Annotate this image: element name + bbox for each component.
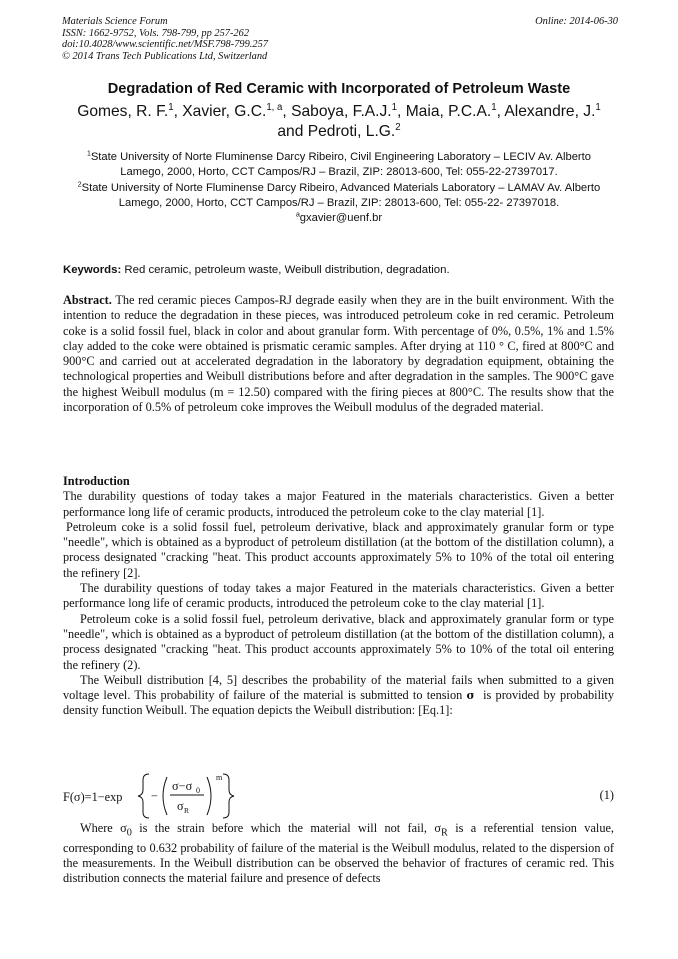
issn-line: ISSN: 1662-9752, Vols. 798-799, pp 257-262 [62, 27, 250, 39]
minus-sign: − [151, 789, 158, 803]
email-marker: a [295, 211, 300, 219]
doi-line: doi:10.4028/www.scientific.net/MSF.798-799.257 [62, 39, 268, 51]
paragraph [63, 821, 614, 887]
author-name: Pedroti, L.G. [307, 123, 396, 140]
author-name: Xavier, G.C. [182, 103, 267, 120]
fraction-denominator: σ [177, 799, 184, 813]
paragraph: Petroleum coke is a solid fossil fuel, petroleum derivative, black and approximately granular form or type "needle", which is obtained as a byproduct of petroleum distillation (at the bottom of the distillation column), a process designated "cracking "heat. This product accounts approximately 5% to 10% of the total oil entering the refinery [2]. [63, 519, 614, 580]
fraction-numerator: σ−σ [172, 779, 193, 793]
affiliation-text: State University of Norte Fluminense Darcy Ribeiro, Advanced Materials Laboratory – LAMAV Av. Alberto Lamego, 2000, Horto, CCT Campos/RJ – Brazil, ZIP: 28013-600, Tel: 055-22- 27397018. [81, 181, 601, 209]
keywords-label: Keywords: [63, 264, 122, 276]
affiliation-1 [70, 150, 608, 181]
right-paren [207, 777, 211, 815]
equation-lhs: F(σ)=1−exp [63, 790, 123, 804]
exponent: m [216, 773, 223, 782]
section-heading: Introduction [63, 474, 130, 488]
journal-name: Materials Science Forum [62, 16, 168, 27]
numerator-subscript: 0 [196, 786, 200, 795]
author-superscript: 1 [391, 101, 398, 113]
author-superscript: 1 [491, 101, 497, 113]
author-name: Alexandre, J. [504, 103, 596, 120]
copyright-line: © 2014 Trans Tech Publications Ltd, Switzerland [62, 50, 268, 62]
corresponding-email [70, 211, 608, 226]
subscript: 0 [126, 827, 132, 839]
paragraph-text: Where σ [80, 821, 127, 835]
abstract [63, 293, 614, 415]
paragraph: The durability questions of today takes a major Featured in the materials characteristics. Given a better performance long life of ceramic products, introduced the petroleum coke to the clay material [1]. [63, 581, 614, 611]
abstract-label: Abstract. [63, 293, 112, 307]
paragraph-text: is the strain before which the material will not fail, σ [139, 821, 441, 835]
affiliations [70, 150, 608, 226]
paragraph: The durability questions of today takes a major Featured in the materials characteristics. Given a better performance long life of ceramic products, introduced the petroleum coke to the clay material [1]. [63, 489, 614, 519]
author-name: Maia, P.C.A. [405, 103, 492, 120]
author-superscript: 1 [168, 101, 174, 113]
affiliation-marker: 2 [77, 180, 82, 188]
denominator-subscript: R [184, 806, 190, 815]
keywords [63, 263, 619, 278]
paper-title: Degradation of Red Ceramic with Incorporated of Petroleum Waste [107, 81, 571, 97]
author-list: Gomes, R. F.$^1$, Xavier, G.C.$^{1, a}$, Saboya, F.A.J.$^1$, Maia, P.C.A.$^1$, Alexandre, J.$^1$ and Pedroti, L.G.$^2$ [77, 101, 601, 140]
introduction-section [63, 474, 614, 719]
left-paren [163, 777, 167, 815]
paragraph-text: The Weibull distribution [4, 5] describes the probability of the material fails when submitted to a given voltage level. This probability of failure of the material is submitted to tension [63, 672, 614, 703]
online-date: Online: 2014-06-30 [535, 16, 618, 27]
affiliation-text: State University of Norte Fluminense Darcy Ribeiro, Civil Engineering Laboratory – LECIV Av. Alberto Lamego, 2000, Horto, CCT Campos/RJ – Brazil, ZIP: 28013-600, Tel: 055-22-27397017. [90, 151, 591, 179]
affiliation-2 [70, 181, 608, 212]
author-superscript: 1 [595, 101, 601, 113]
weibull-equation [63, 768, 614, 820]
paragraph-text: is a referential tension value, corresponding to 0.632 probability of failure of the material is the Weibull modulus, related to the dispersion of the measurements. In the Weibull distribution can be observed the behavior of fractures of ceramic red. This distribution connects the material failure and presence of defects [63, 821, 615, 886]
left-brace [138, 774, 149, 818]
subscript: R [441, 827, 448, 839]
sigma-symbol: σ [466, 689, 475, 703]
author-name: Gomes, R. F. [77, 103, 169, 120]
affiliation-marker: 1 [86, 150, 91, 158]
paragraph: Petroleum coke is a solid fossil fuel, petroleum derivative, black and approximately granular form or type "needle", which is obtained as a byproduct of petroleum distillation (at the bottom of the distillation column), a process designated "cracking "heat. This product accounts approximately 5% to 10% of the total oil entering the refinery (2). [63, 611, 614, 672]
equation-graphic [63, 768, 283, 820]
author-conjunction: and [277, 123, 304, 140]
paragraph-text: is provided by probability density function Weibull. The equation depicts the Weibull distribution: [Eq.1]: [63, 688, 615, 718]
author-superscript: 2 [395, 121, 401, 133]
author-name: Saboya, F.A.J. [291, 103, 392, 120]
right-brace [223, 774, 234, 818]
journal-header [62, 16, 618, 62]
abstract-text: The red ceramic pieces Campos-RJ degrade easily when they are in the built environment. With the intention to reduce the degradation in these pieces, was introduced petroleum coke in red ceramic. Petroleum coke is a solid fossil fuel, black in color and about granular form. With percentage of 0%, 0.5%, 1% and 1.5% clay added to the coke were obtained is prismatic ceramic samples. After drying at 110 ° C, fired at 800°C and 900°C and carried out at accelerated degradation in the laboratory by degradation equipment, obtaining the technological properties and Weibull distributions before and after degradation in the samples. The 900°C gave the highest Weibull modulus (m = 12.50) compared with the firing pieces at 800°C. The results show that the incorporation of 0.5% of petroleum coke improves the Weibull modulus of the degraded material. [63, 293, 615, 415]
author-superscript: 1, a [266, 101, 283, 113]
paragraph [63, 673, 614, 719]
keywords-text: Red ceramic, petroleum waste, Weibull distribution, degradation. [124, 264, 450, 276]
email-address: gxavier@uenf.br [299, 212, 383, 225]
equation-number: (1) [599, 788, 614, 802]
